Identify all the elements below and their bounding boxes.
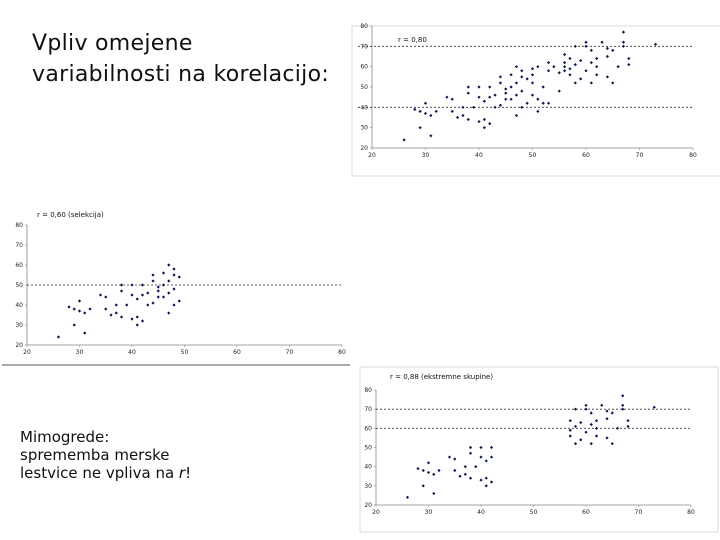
chart-frame: [360, 367, 718, 532]
data-point: [654, 43, 657, 46]
data-point: [461, 114, 464, 117]
data-point: [435, 110, 438, 113]
data-point: [531, 67, 534, 70]
data-point: [490, 455, 493, 458]
data-point: [558, 71, 561, 74]
data-point: [574, 63, 577, 66]
y-tick-label: 40: [15, 302, 23, 309]
data-point: [73, 323, 76, 326]
data-point: [167, 263, 170, 266]
data-point: [621, 394, 624, 397]
data-point: [413, 108, 416, 111]
data-point: [622, 45, 625, 48]
data-point: [485, 477, 488, 480]
data-point: [136, 323, 139, 326]
data-point: [542, 85, 545, 88]
data-point: [595, 65, 598, 68]
x-tick-label: 70: [634, 509, 643, 516]
data-point: [120, 289, 123, 292]
data-point: [590, 81, 593, 84]
data-point: [424, 112, 427, 115]
data-point: [125, 303, 128, 306]
chart-title: r = 0,88 (ekstremne skupine): [390, 373, 494, 381]
data-point: [167, 311, 170, 314]
x-tick-label: 70: [635, 152, 644, 159]
scatter-chart-selection: [0, 205, 350, 368]
data-point: [429, 134, 432, 137]
x-tick-label: 40: [475, 152, 483, 159]
data-point: [547, 102, 550, 105]
data-point: [172, 273, 175, 276]
y-tick-label: 20: [360, 145, 368, 152]
data-point: [130, 317, 133, 320]
note-exclamation: !: [185, 464, 192, 482]
x-tick-label: 80: [338, 349, 346, 356]
data-point: [115, 311, 118, 314]
data-point: [627, 57, 630, 60]
data-point: [458, 475, 461, 478]
data-point: [520, 106, 523, 109]
side-note: [20, 428, 191, 482]
data-point: [474, 465, 477, 468]
data-point: [120, 283, 123, 286]
data-point: [162, 283, 165, 286]
x-tick-label: 50: [528, 152, 537, 159]
data-point: [520, 89, 523, 92]
data-point: [515, 114, 518, 117]
data-point: [464, 473, 467, 476]
data-point: [595, 427, 598, 430]
data-point: [109, 313, 112, 316]
data-point: [504, 92, 507, 95]
y-tick-label: 80: [15, 222, 23, 229]
data-point: [568, 73, 571, 76]
data-point: [178, 275, 181, 278]
data-point: [479, 455, 482, 458]
data-point: [606, 47, 609, 50]
data-point: [590, 411, 593, 414]
data-point: [453, 457, 456, 460]
data-point: [488, 122, 491, 125]
data-point: [584, 431, 587, 434]
data-point: [579, 421, 582, 424]
data-point: [621, 408, 624, 411]
data-point: [130, 283, 133, 286]
data-point: [600, 41, 603, 44]
data-point: [563, 53, 566, 56]
data-point: [499, 104, 502, 107]
data-point: [99, 293, 102, 296]
data-point: [616, 427, 619, 430]
data-point: [605, 409, 608, 412]
data-point: [558, 89, 561, 92]
data-point: [590, 61, 593, 64]
data-point: [531, 94, 534, 97]
data-point: [406, 496, 409, 499]
data-point: [622, 41, 625, 44]
data-point: [569, 434, 572, 437]
x-tick-label: 40: [128, 349, 136, 356]
data-point: [483, 100, 486, 103]
data-point: [626, 419, 629, 422]
data-point: [569, 419, 572, 422]
data-point: [88, 307, 91, 310]
x-tick-label: 50: [180, 349, 189, 356]
data-point: [579, 77, 582, 80]
data-point: [162, 271, 165, 274]
data-point: [432, 492, 435, 495]
data-point: [427, 461, 430, 464]
data-point: [504, 98, 507, 101]
x-tick-label: 60: [233, 349, 241, 356]
data-point: [605, 436, 608, 439]
data-point: [611, 81, 614, 84]
x-tick-label: 50: [529, 509, 538, 516]
data-point: [469, 477, 472, 480]
data-point: [579, 59, 582, 62]
data-point: [57, 335, 60, 338]
data-point: [595, 57, 598, 60]
y-tick-label: 60: [360, 63, 368, 71]
data-point: [403, 138, 406, 141]
data-point: [584, 408, 587, 411]
data-point: [424, 102, 427, 105]
data-point: [78, 299, 81, 302]
data-point: [178, 299, 181, 302]
data-point: [493, 106, 496, 109]
y-tick-label: 20: [15, 342, 23, 349]
y-tick-label: 50: [15, 282, 23, 289]
data-point: [83, 311, 86, 314]
data-point: [536, 65, 539, 68]
data-point: [416, 467, 419, 470]
y-tick-label: 80: [360, 23, 368, 30]
data-point: [172, 267, 175, 270]
data-point: [520, 75, 523, 78]
data-point: [437, 469, 440, 472]
data-point: [115, 303, 118, 306]
y-tick-label: 40: [364, 463, 372, 471]
y-tick-label: 50: [364, 444, 372, 452]
data-point: [590, 423, 593, 426]
data-point: [563, 69, 566, 72]
data-point: [617, 65, 620, 68]
data-point: [485, 484, 488, 487]
data-point: [595, 419, 598, 422]
x-tick-label: 40: [477, 509, 485, 516]
x-tick-label: 20: [23, 349, 31, 356]
data-point: [574, 45, 577, 48]
data-point: [461, 106, 464, 109]
data-point: [477, 96, 480, 99]
data-point: [67, 305, 70, 308]
note-line-1: Mimogrede:: [20, 428, 110, 446]
data-point: [547, 61, 550, 64]
y-tick-label: 70: [15, 242, 23, 249]
data-point: [590, 442, 593, 445]
title-line-2: variabilnosti na korelacijo:: [32, 62, 330, 87]
data-point: [504, 87, 507, 90]
title-line-1: Vpliv omejene: [32, 31, 193, 56]
data-point: [477, 120, 480, 123]
data-point: [483, 118, 486, 121]
data-point: [606, 55, 609, 58]
data-point: [157, 285, 160, 288]
y-tick-label: 30: [360, 124, 368, 132]
data-point: [531, 81, 534, 84]
x-tick-label: 30: [421, 152, 430, 159]
data-point: [536, 110, 539, 113]
data-point: [172, 303, 175, 306]
data-point: [479, 478, 482, 481]
data-point: [622, 31, 625, 34]
note-line-2: sprememba merske: [20, 446, 170, 464]
data-point: [510, 98, 513, 101]
data-point: [595, 73, 598, 76]
y-tick-label: 30: [15, 322, 23, 329]
data-point: [510, 73, 513, 76]
data-point: [526, 102, 529, 105]
data-point: [146, 303, 149, 306]
data-point: [605, 417, 608, 420]
data-point: [584, 69, 587, 72]
data-point: [104, 295, 107, 298]
x-tick-label: 80: [687, 509, 695, 516]
data-point: [422, 469, 425, 472]
y-tick-label: 60: [15, 262, 23, 269]
data-point: [611, 49, 614, 52]
data-point: [584, 45, 587, 48]
y-tick-label: 70: [364, 406, 372, 414]
y-tick-label: 50: [360, 84, 368, 91]
data-point: [490, 480, 493, 483]
x-tick-label: 20: [368, 152, 376, 159]
data-point: [120, 315, 123, 318]
note-line-3: lestvice ne vpliva na: [20, 464, 179, 482]
y-tick-label: 70: [360, 43, 368, 51]
x-tick-label: 70: [285, 349, 294, 356]
data-point: [563, 61, 566, 64]
data-point: [526, 77, 529, 80]
data-point: [419, 126, 422, 129]
data-point: [157, 295, 160, 298]
data-point: [130, 293, 133, 296]
data-point: [136, 315, 139, 318]
data-point: [472, 106, 475, 109]
data-point: [515, 94, 518, 97]
y-tick-label: 30: [364, 482, 372, 490]
data-point: [626, 425, 629, 428]
data-point: [451, 98, 454, 101]
data-point: [469, 446, 472, 449]
data-point: [448, 455, 451, 458]
x-tick-label: 20: [372, 509, 380, 516]
data-point: [510, 85, 513, 88]
data-point: [627, 63, 630, 66]
data-point: [427, 471, 430, 474]
chart-title: r = 0,60 (selekcija): [37, 211, 104, 219]
data-point: [151, 301, 154, 304]
data-point: [157, 289, 160, 292]
data-point: [600, 404, 603, 407]
data-point: [515, 65, 518, 68]
data-point: [73, 307, 76, 310]
data-point: [451, 110, 454, 113]
data-point: [151, 273, 154, 276]
data-point: [536, 98, 539, 101]
data-point: [141, 283, 144, 286]
note-r-symbol: r: [178, 464, 186, 482]
data-point: [490, 446, 493, 449]
data-point: [515, 81, 518, 84]
y-tick-label: 20: [364, 502, 372, 509]
data-point: [445, 96, 448, 99]
data-point: [162, 295, 165, 298]
data-point: [467, 92, 470, 95]
data-point: [584, 41, 587, 44]
data-point: [595, 434, 598, 437]
data-point: [568, 57, 571, 60]
data-point: [419, 110, 422, 113]
chart-title: r = 0,80: [398, 36, 427, 44]
data-point: [167, 291, 170, 294]
data-point: [606, 75, 609, 78]
scatter-chart-extreme-groups: [350, 367, 710, 532]
data-point: [520, 69, 523, 72]
y-tick-label: 80: [364, 387, 372, 394]
data-point: [531, 73, 534, 76]
data-point: [579, 438, 582, 441]
data-point: [485, 459, 488, 462]
data-point: [574, 408, 577, 411]
data-point: [590, 49, 593, 52]
x-tick-label: 60: [582, 152, 590, 159]
data-point: [422, 484, 425, 487]
data-point: [141, 293, 144, 296]
data-point: [653, 406, 656, 409]
data-point: [429, 114, 432, 117]
data-point: [172, 287, 175, 290]
data-point: [574, 81, 577, 84]
data-point: [499, 75, 502, 78]
data-point: [432, 473, 435, 476]
data-point: [552, 65, 555, 68]
data-point: [469, 452, 472, 455]
data-point: [611, 442, 614, 445]
data-point: [493, 94, 496, 97]
data-point: [547, 69, 550, 72]
data-point: [141, 319, 144, 322]
data-point: [467, 118, 470, 121]
data-point: [453, 469, 456, 472]
data-point: [499, 81, 502, 84]
data-point: [488, 96, 491, 99]
data-point: [151, 279, 154, 282]
slide-title: [32, 28, 329, 90]
data-point: [568, 67, 571, 70]
data-point: [584, 404, 587, 407]
data-point: [621, 404, 624, 407]
data-point: [479, 446, 482, 449]
x-tick-label: 80: [689, 152, 697, 159]
data-point: [477, 85, 480, 88]
data-point: [104, 307, 107, 310]
data-point: [83, 331, 86, 334]
data-point: [146, 291, 149, 294]
data-point: [467, 85, 470, 88]
data-point: [167, 279, 170, 282]
data-point: [483, 126, 486, 129]
data-point: [569, 429, 572, 432]
y-tick-label: 40: [360, 104, 368, 112]
data-point: [542, 102, 545, 105]
data-point: [78, 309, 81, 312]
x-tick-label: 30: [75, 349, 84, 356]
data-point: [456, 116, 459, 119]
data-point: [464, 465, 467, 468]
data-point: [574, 425, 577, 428]
data-point: [563, 65, 566, 68]
data-point: [611, 411, 614, 414]
y-tick-label: 60: [364, 425, 372, 433]
x-tick-label: 30: [424, 509, 433, 516]
scatter-chart-full-range: [340, 23, 718, 196]
data-point: [488, 85, 491, 88]
data-point: [574, 442, 577, 445]
x-tick-label: 60: [582, 509, 590, 516]
data-point: [136, 297, 139, 300]
